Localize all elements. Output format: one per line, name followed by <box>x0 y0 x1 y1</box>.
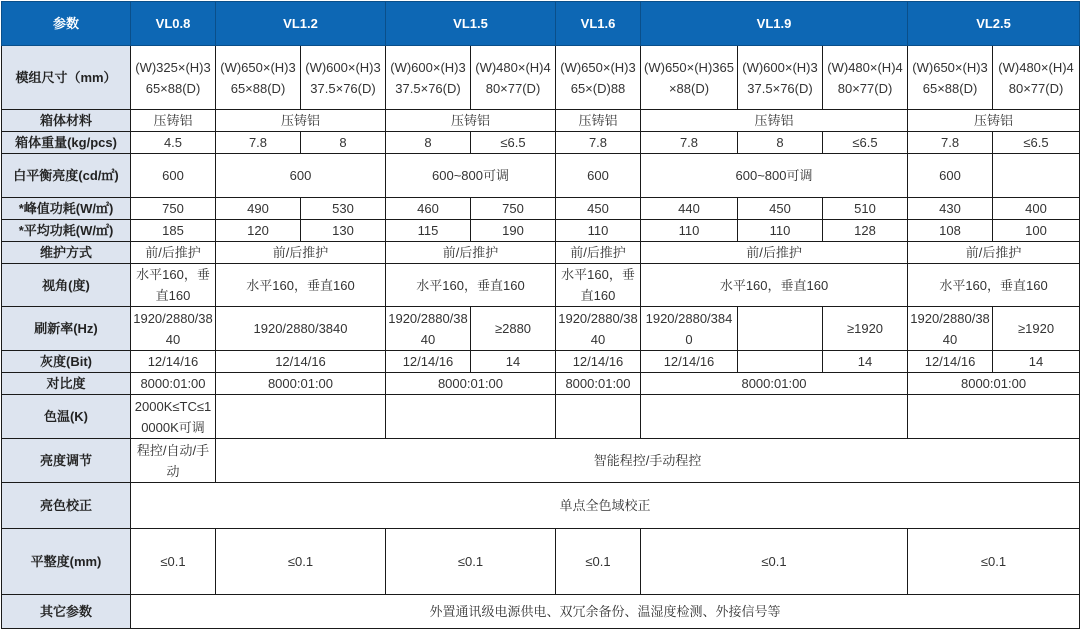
table-cell: 前/后推护 <box>641 242 908 264</box>
header-model-vl19: VL1.9 <box>641 2 908 46</box>
row-label: 白平衡亮度(cd/㎡) <box>2 154 131 198</box>
table-cell: 130 <box>301 220 386 242</box>
row-label: 刷新率(Hz) <box>2 307 131 351</box>
row-label: 对比度 <box>2 373 131 395</box>
table-cell: 12/14/16 <box>216 351 386 373</box>
row-maintenance <box>2 242 1080 264</box>
table-cell: ≤6.5 <box>471 132 556 154</box>
table-cell: 8 <box>386 132 471 154</box>
table-cell: 12/14/16 <box>908 351 993 373</box>
table-cell: 4.5 <box>131 132 216 154</box>
table-cell: 450 <box>556 198 641 220</box>
table-cell: 8000:01:00 <box>908 373 1080 395</box>
header-model-vl12: VL1.2 <box>216 2 386 46</box>
table-cell <box>641 395 908 439</box>
table-cell <box>216 395 386 439</box>
table-cell: 7.8 <box>908 132 993 154</box>
row-label: 模组尺寸（mm） <box>2 46 131 110</box>
table-cell: 8000:01:00 <box>216 373 386 395</box>
table-cell: 前/后推护 <box>386 242 556 264</box>
table-cell: 前/后推护 <box>556 242 641 264</box>
table-cell: 14 <box>993 351 1080 373</box>
table-cell: 750 <box>471 198 556 220</box>
table-cell: ≥2880 <box>471 307 556 351</box>
table-cell: 水平160，垂直160 <box>908 264 1080 307</box>
row-flatness <box>2 529 1080 595</box>
table-cell: 1920/2880/3840 <box>131 307 216 351</box>
header-model-vl15: VL1.5 <box>386 2 556 46</box>
table-cell: ≤6.5 <box>993 132 1080 154</box>
table-cell: 128 <box>823 220 908 242</box>
table-cell: 1920/2880/3840 <box>908 307 993 351</box>
table-cell: 7.8 <box>216 132 301 154</box>
row-cabinet-weight <box>2 132 1080 154</box>
table-cell: 14 <box>471 351 556 373</box>
table-cell: (W)600×(H)337.5×76(D) <box>386 46 471 110</box>
table-cell: 2000K≤TC≤10000K可调 <box>131 395 216 439</box>
table-cell: 8000:01:00 <box>641 373 908 395</box>
table-cell <box>908 395 1080 439</box>
table-cell: 510 <box>823 198 908 220</box>
row-label: 平整度(mm) <box>2 529 131 595</box>
row-label: 色温(K) <box>2 395 131 439</box>
table-cell: 450 <box>738 198 823 220</box>
table-cell: ≥1920 <box>823 307 908 351</box>
table-cell: 7.8 <box>556 132 641 154</box>
table-cell: 8000:01:00 <box>131 373 216 395</box>
table-cell: 压铸铝 <box>216 110 386 132</box>
table-cell: (W)650×(H)365×(D)88 <box>556 46 641 110</box>
row-white-balance <box>2 154 1080 198</box>
row-peak-power <box>2 198 1080 220</box>
row-refresh-rate <box>2 307 1080 351</box>
table-cell: ≤0.1 <box>641 529 908 595</box>
table-cell: 压铸铝 <box>386 110 556 132</box>
table-cell: 600~800可调 <box>641 154 908 198</box>
table-cell: 水平160，垂直160 <box>216 264 386 307</box>
table-cell: ≤0.1 <box>386 529 556 595</box>
table-cell: ≥1920 <box>993 307 1080 351</box>
table-cell: 600 <box>131 154 216 198</box>
row-label: 其它参数 <box>2 595 131 629</box>
table-cell: 前/后推护 <box>908 242 1080 264</box>
table-cell: 600 <box>556 154 641 198</box>
table-cell: 400 <box>993 198 1080 220</box>
table-cell: 12/14/16 <box>131 351 216 373</box>
table-cell: 120 <box>216 220 301 242</box>
table-cell: 115 <box>386 220 471 242</box>
row-label: 灰度(Bit) <box>2 351 131 373</box>
header-model-vl16: VL1.6 <box>556 2 641 46</box>
table-cell: 1920/2880/3840 <box>386 307 471 351</box>
table-cell: 压铸铝 <box>908 110 1080 132</box>
row-viewing-angle <box>2 264 1080 307</box>
table-cell: ≤0.1 <box>556 529 641 595</box>
table-cell: 12/14/16 <box>386 351 471 373</box>
table-cell: 智能程控/手动程控 <box>216 439 1080 483</box>
table-cell: 190 <box>471 220 556 242</box>
table-cell: 1920/2880/3840 <box>216 307 386 351</box>
table-cell <box>386 395 556 439</box>
table-cell: 水平160，垂直160 <box>641 264 908 307</box>
row-gray-scale <box>2 351 1080 373</box>
table-cell: (W)600×(H)337.5×76(D) <box>738 46 823 110</box>
table-cell: ≤0.1 <box>908 529 1080 595</box>
row-label: 维护方式 <box>2 242 131 264</box>
table-cell: 460 <box>386 198 471 220</box>
row-label: *平均功耗(W/㎡) <box>2 220 131 242</box>
table-cell: 压铸铝 <box>131 110 216 132</box>
spec-table <box>1 1 1080 629</box>
row-brightness-adj <box>2 439 1080 483</box>
table-cell: 单点全色域校正 <box>131 483 1080 529</box>
table-cell: (W)325×(H)365×88(D) <box>131 46 216 110</box>
row-other <box>2 595 1080 629</box>
table-cell: 14 <box>823 351 908 373</box>
row-label: 亮色校正 <box>2 483 131 529</box>
table-cell: 程控/自动/手动 <box>131 439 216 483</box>
table-cell: 压铸铝 <box>641 110 908 132</box>
table-cell: (W)480×(H)480×77(D) <box>823 46 908 110</box>
table-cell: 外置通讯级电源供电、双冗余备份、温湿度检测、外接信号等 <box>131 595 1080 629</box>
table-cell: 12/14/16 <box>641 351 738 373</box>
table-cell: (W)650×(H)365×88(D) <box>908 46 993 110</box>
table-cell: 8 <box>301 132 386 154</box>
table-cell: 600 <box>216 154 386 198</box>
table-cell: 430 <box>908 198 993 220</box>
table-cell: 440 <box>641 198 738 220</box>
table-cell: (W)650×(H)365×88(D) <box>216 46 301 110</box>
row-label: 亮度调节 <box>2 439 131 483</box>
row-cabinet-material <box>2 110 1080 132</box>
row-color-temp <box>2 395 1080 439</box>
row-color-calibration <box>2 483 1080 529</box>
table-cell: 1920/2880/3840 <box>556 307 641 351</box>
table-cell: ≤6.5 <box>823 132 908 154</box>
table-cell: 185 <box>131 220 216 242</box>
table-cell: 8000:01:00 <box>556 373 641 395</box>
table-cell: 600 <box>908 154 993 198</box>
table-cell: 108 <box>908 220 993 242</box>
table-cell: 前/后推护 <box>216 242 386 264</box>
table-cell: 750 <box>131 198 216 220</box>
table-cell: 100 <box>993 220 1080 242</box>
table-cell <box>738 351 823 373</box>
row-avg-power <box>2 220 1080 242</box>
table-cell: (W)600×(H)337.5×76(D) <box>301 46 386 110</box>
row-label: 视角(度) <box>2 264 131 307</box>
header-model-vl08: VL0.8 <box>131 2 216 46</box>
table-cell: 7.8 <box>641 132 738 154</box>
row-label: *峰值功耗(W/㎡) <box>2 198 131 220</box>
table-cell: 530 <box>301 198 386 220</box>
header-row <box>2 2 1080 46</box>
table-cell: 490 <box>216 198 301 220</box>
table-cell: 压铸铝 <box>556 110 641 132</box>
table-cell: 前/后推护 <box>131 242 216 264</box>
table-cell: 水平160，垂直160 <box>131 264 216 307</box>
row-contrast <box>2 373 1080 395</box>
row-label: 箱体重量(kg/pcs) <box>2 132 131 154</box>
row-label: 箱体材料 <box>2 110 131 132</box>
table-cell: 12/14/16 <box>556 351 641 373</box>
header-model-vl25: VL2.5 <box>908 2 1080 46</box>
table-cell <box>738 307 823 351</box>
table-cell <box>993 154 1080 198</box>
table-cell: (W)480×(H)480×77(D) <box>471 46 556 110</box>
table-cell <box>556 395 641 439</box>
table-cell: ≤0.1 <box>131 529 216 595</box>
table-cell: 110 <box>738 220 823 242</box>
table-cell: 110 <box>641 220 738 242</box>
table-cell: 8000:01:00 <box>386 373 556 395</box>
table-cell: 8 <box>738 132 823 154</box>
header-param: 参数 <box>2 2 131 46</box>
table-cell: ≤0.1 <box>216 529 386 595</box>
table-cell: (W)650×(H)365×88(D) <box>641 46 738 110</box>
table-cell: 水平160，垂直160 <box>386 264 556 307</box>
table-cell: (W)480×(H)480×77(D) <box>993 46 1080 110</box>
table-cell: 1920/2880/3840 <box>641 307 738 351</box>
table-cell: 110 <box>556 220 641 242</box>
table-cell: 600~800可调 <box>386 154 556 198</box>
table-cell: 水平160，垂直160 <box>556 264 641 307</box>
row-module-size <box>2 46 1080 110</box>
